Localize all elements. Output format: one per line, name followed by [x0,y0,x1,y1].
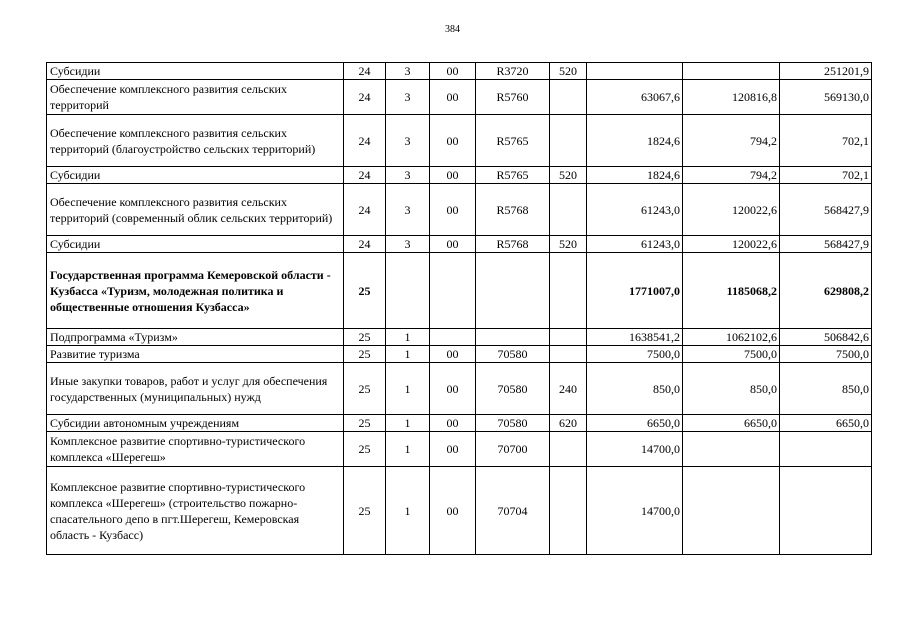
cell-amount-2: 7500,0 [683,346,780,363]
cell-amount-3: 569130,0 [780,80,872,115]
cell-expense-type [550,253,587,329]
cell-amount-2: 120816,8 [683,80,780,115]
cell-name: Субсидии [47,63,344,80]
cell-main-event: 00 [430,236,476,253]
table-row [47,80,872,115]
table-row [47,363,872,415]
cell-amount-3: 702,1 [780,115,872,167]
table-row [47,346,872,363]
cell-expense-type [550,329,587,346]
table-row [47,63,872,80]
cell-expense-direction: R5765 [476,115,550,167]
cell-amount-3: 7500,0 [780,346,872,363]
cell-program: 24 [344,80,386,115]
cell-amount-3: 568427,9 [780,236,872,253]
cell-name: Иные закупки товаров, работ и услуг для обеспечения государственных (муниципальных) нужд [47,363,344,415]
cell-amount-1: 1638541,2 [587,329,683,346]
cell-name: Обеспечение комплексного развития сельских территорий (благоустройство сельских территорий) [47,115,344,167]
cell-subprogram: 1 [386,467,430,555]
budget-table [46,62,872,555]
cell-expense-direction: R5768 [476,236,550,253]
cell-main-event [430,253,476,329]
cell-expense-direction [476,329,550,346]
cell-expense-direction: R5768 [476,184,550,236]
cell-expense-type: 240 [550,363,587,415]
cell-name: Комплексное развитие спортивно-туристического комплекса «Шерегеш» [47,432,344,467]
cell-expense-direction: R3720 [476,63,550,80]
cell-amount-3 [780,432,872,467]
cell-expense-type [550,184,587,236]
cell-program: 24 [344,115,386,167]
cell-subprogram: 3 [386,63,430,80]
cell-program: 25 [344,329,386,346]
cell-expense-direction: R5765 [476,167,550,184]
cell-amount-1: 61243,0 [587,236,683,253]
cell-expense-type [550,80,587,115]
cell-name: Развитие туризма [47,346,344,363]
cell-program: 25 [344,432,386,467]
cell-main-event: 00 [430,63,476,80]
cell-amount-2 [683,63,780,80]
cell-main-event: 00 [430,363,476,415]
cell-amount-3: 251201,9 [780,63,872,80]
cell-name: Субсидии [47,236,344,253]
cell-amount-2: 1062102,6 [683,329,780,346]
cell-expense-type [550,432,587,467]
cell-subprogram: 1 [386,432,430,467]
cell-amount-3: 6650,0 [780,415,872,432]
cell-subprogram: 3 [386,184,430,236]
cell-name: Государственная программа Кемеровской области - Кузбасса «Туризм, молодежная политика и общественные отношения Кузбасса» [47,253,344,329]
table-row [47,415,872,432]
cell-name: Подпрограмма «Туризм» [47,329,344,346]
cell-expense-type [550,467,587,555]
cell-expense-direction: 70704 [476,467,550,555]
cell-main-event: 00 [430,115,476,167]
cell-subprogram: 1 [386,363,430,415]
cell-amount-2: 850,0 [683,363,780,415]
table-row [47,115,872,167]
cell-subprogram: 3 [386,236,430,253]
cell-expense-type: 620 [550,415,587,432]
cell-subprogram: 3 [386,80,430,115]
cell-amount-2: 1185068,2 [683,253,780,329]
cell-amount-1: 6650,0 [587,415,683,432]
cell-amount-2: 794,2 [683,167,780,184]
cell-main-event: 00 [430,167,476,184]
cell-amount-1 [587,63,683,80]
cell-expense-direction [476,253,550,329]
cell-program: 24 [344,63,386,80]
cell-name: Обеспечение комплексного развития сельских территорий (современный облик сельских территорий) [47,184,344,236]
cell-expense-type [550,115,587,167]
cell-amount-3: 506842,6 [780,329,872,346]
cell-amount-1: 850,0 [587,363,683,415]
cell-expense-type: 520 [550,167,587,184]
cell-amount-3: 568427,9 [780,184,872,236]
cell-amount-1: 63067,6 [587,80,683,115]
cell-amount-3: 629808,2 [780,253,872,329]
cell-amount-2: 120022,6 [683,236,780,253]
cell-amount-2 [683,432,780,467]
cell-subprogram: 1 [386,415,430,432]
cell-expense-direction: 70580 [476,346,550,363]
cell-main-event: 00 [430,80,476,115]
cell-amount-2: 6650,0 [683,415,780,432]
cell-expense-direction: 70700 [476,432,550,467]
cell-expense-direction: 70580 [476,363,550,415]
page-number: 384 [445,24,460,35]
cell-program: 25 [344,467,386,555]
cell-main-event: 00 [430,467,476,555]
cell-amount-3: 850,0 [780,363,872,415]
cell-main-event [430,329,476,346]
cell-main-event: 00 [430,346,476,363]
table-row [47,432,872,467]
cell-name: Субсидии автономным учреждениям [47,415,344,432]
cell-subprogram [386,253,430,329]
cell-program: 24 [344,236,386,253]
cell-amount-1: 1824,6 [587,115,683,167]
cell-main-event: 00 [430,184,476,236]
cell-subprogram: 1 [386,346,430,363]
cell-main-event: 00 [430,415,476,432]
table-row [47,236,872,253]
cell-subprogram: 3 [386,115,430,167]
cell-expense-type [550,346,587,363]
cell-name: Обеспечение комплексного развития сельских территорий [47,80,344,115]
cell-program: 24 [344,184,386,236]
cell-program: 24 [344,167,386,184]
cell-name: Субсидии [47,167,344,184]
cell-expense-direction: 70580 [476,415,550,432]
cell-amount-1: 61243,0 [587,184,683,236]
cell-amount-1: 7500,0 [587,346,683,363]
cell-program: 25 [344,363,386,415]
cell-amount-3: 702,1 [780,167,872,184]
table-row [47,184,872,236]
cell-amount-1: 14700,0 [587,432,683,467]
cell-amount-1: 1771007,0 [587,253,683,329]
cell-expense-type: 520 [550,236,587,253]
cell-name: Комплексное развитие спортивно-туристического комплекса «Шерегеш» (строительство пожарно-спасательного депо в пгт.Шерегеш, Кемеровская область - Кузбасс) [47,467,344,555]
cell-expense-direction: R5760 [476,80,550,115]
cell-expense-type: 520 [550,63,587,80]
table-row [47,467,872,555]
cell-amount-2: 794,2 [683,115,780,167]
cell-subprogram: 1 [386,329,430,346]
cell-amount-2 [683,467,780,555]
cell-amount-1: 14700,0 [587,467,683,555]
cell-program: 25 [344,415,386,432]
table-row [47,329,872,346]
cell-main-event: 00 [430,432,476,467]
table-row [47,253,872,329]
cell-subprogram: 3 [386,167,430,184]
cell-amount-3 [780,467,872,555]
table-row [47,167,872,184]
cell-amount-2: 120022,6 [683,184,780,236]
cell-program: 25 [344,253,386,329]
cell-amount-1: 1824,6 [587,167,683,184]
cell-program: 25 [344,346,386,363]
